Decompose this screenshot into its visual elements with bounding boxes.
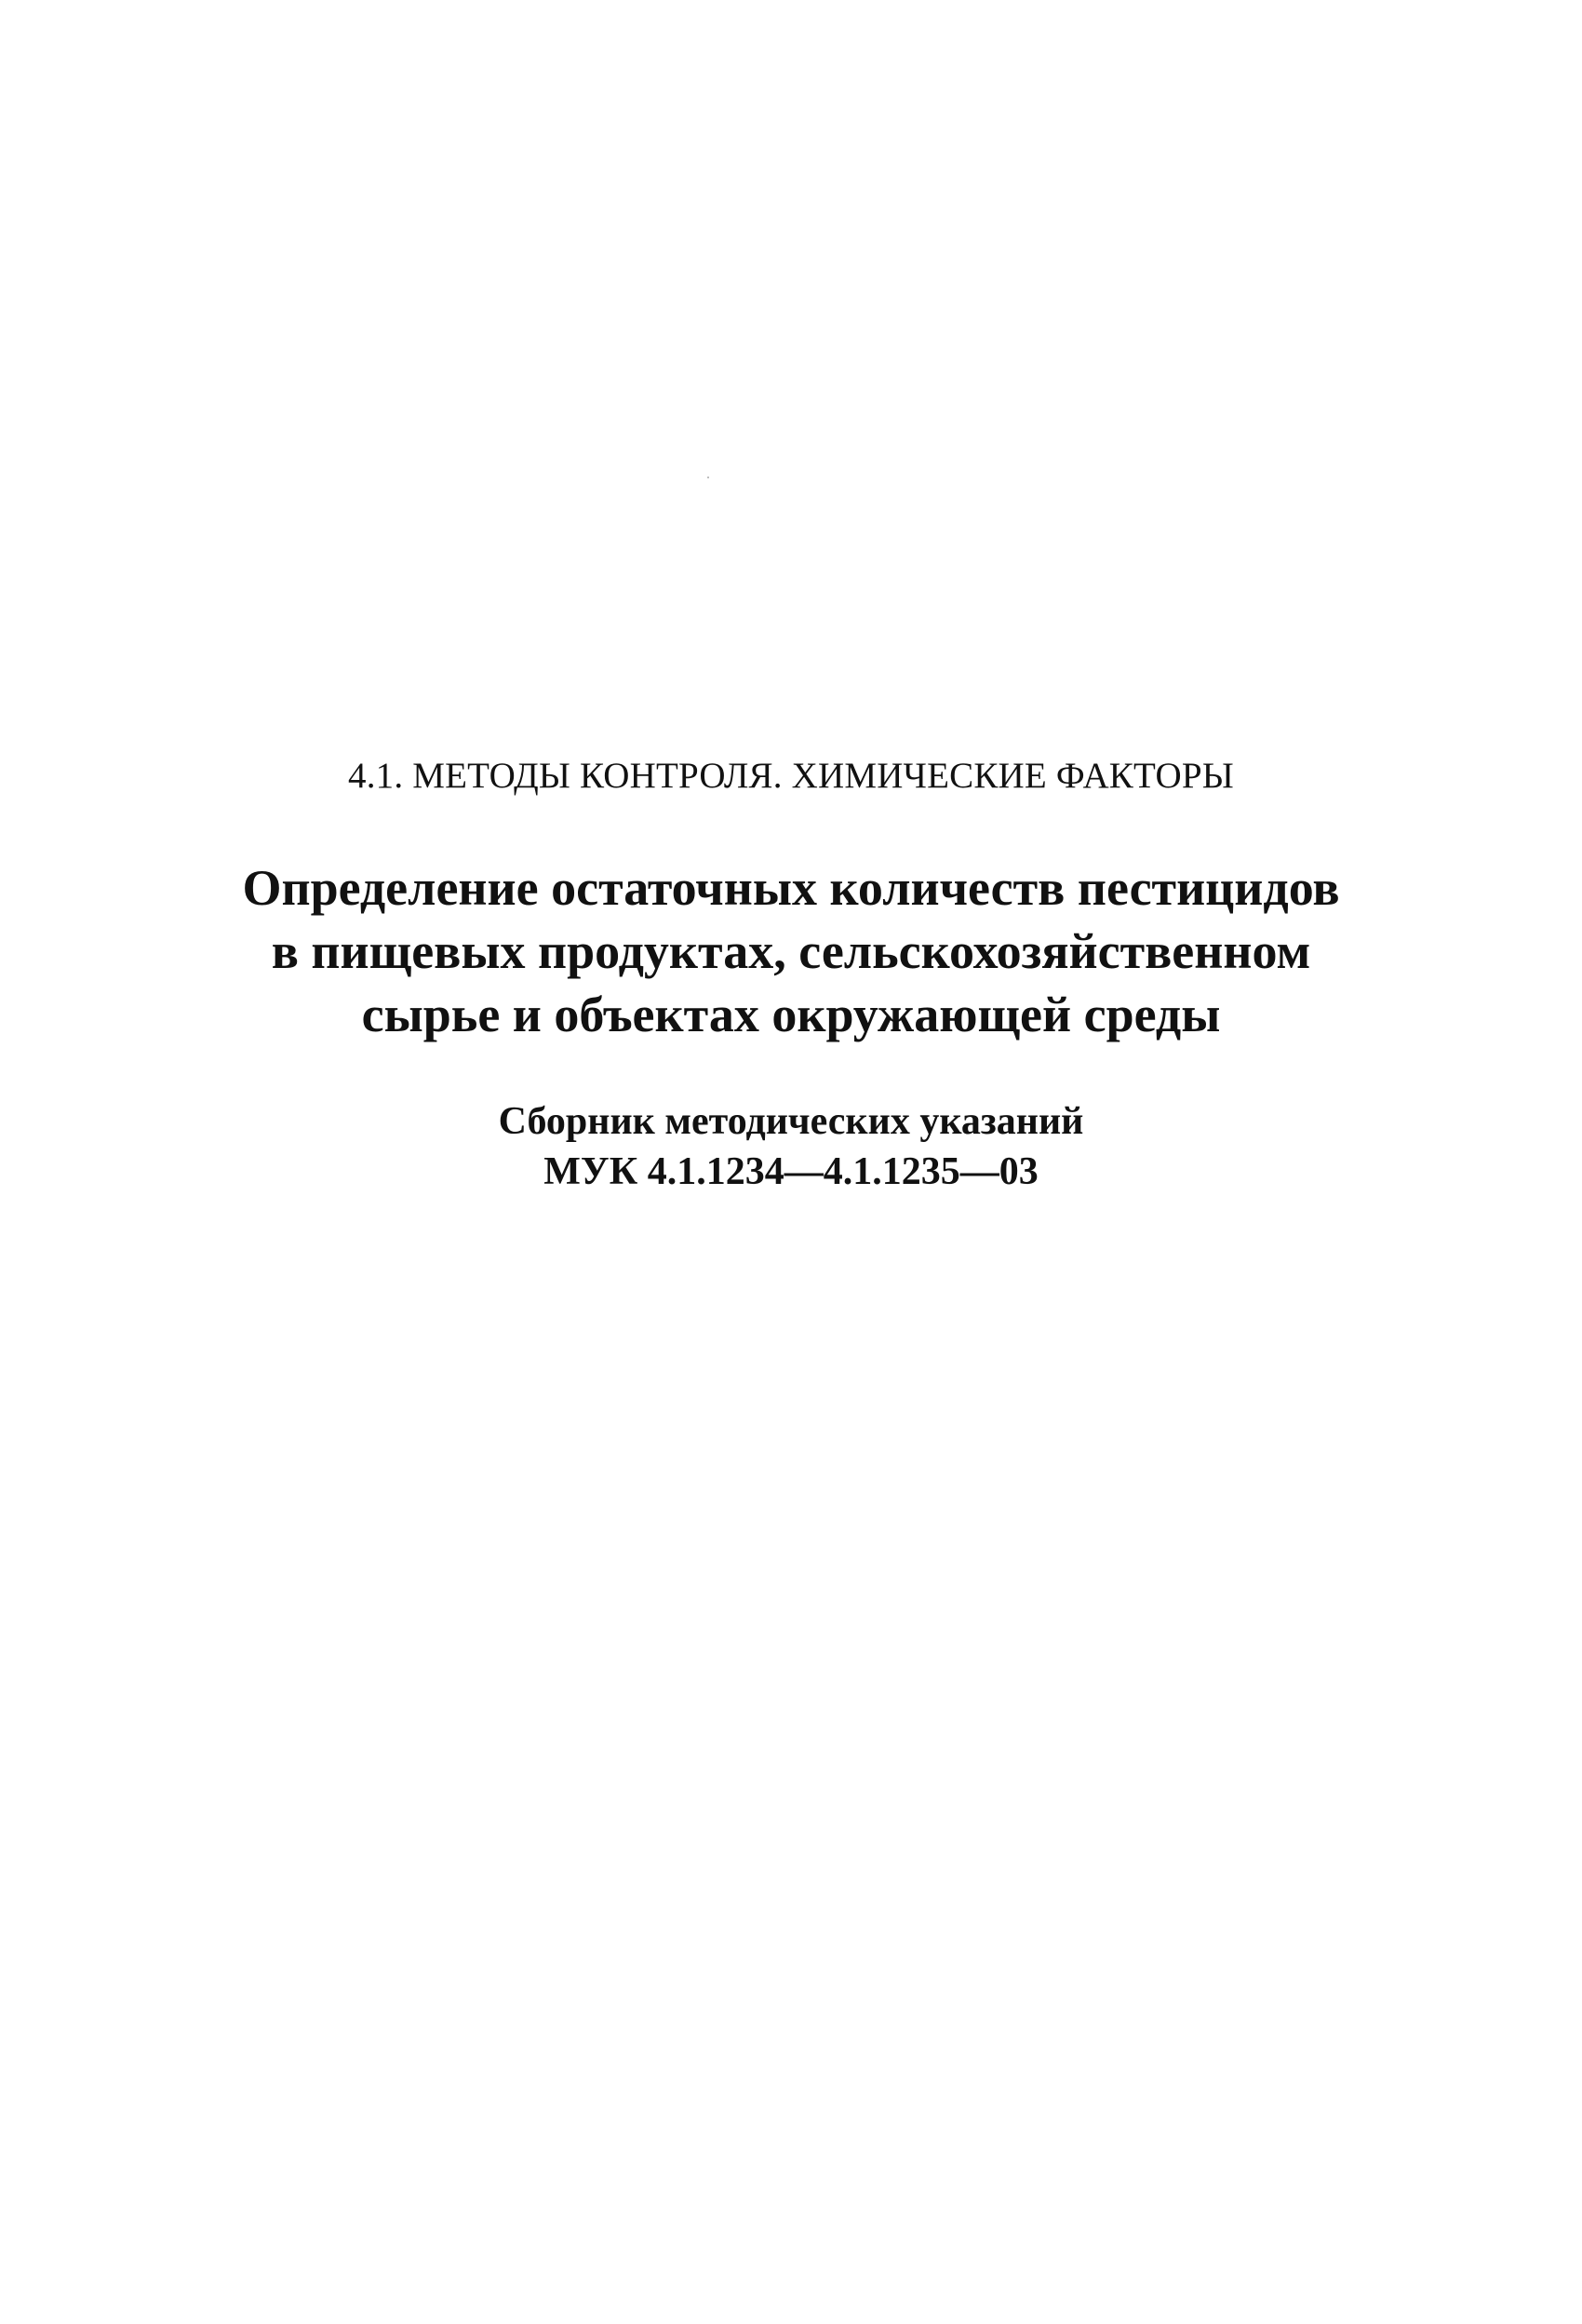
subtitle	[0, 1096, 1582, 1197]
subtitle-collection-line: Сборник методических указаний	[498, 1100, 1084, 1143]
main-title-line-2: в пищевых продуктах, сельскохозяйственном	[271, 923, 1311, 979]
scan-speck	[707, 477, 709, 478]
subtitle-document-code: МУК 4.1.1234—4.1.1235—03	[543, 1150, 1039, 1193]
main-title-line-1: Определение остаточных количеств пестицидов	[242, 860, 1340, 916]
main-title-line-3: сырье и объектах окружающей среды	[361, 987, 1221, 1042]
section-heading: 4.1. МЕТОДЫ КОНТРОЛЯ. ХИМИЧЕСКИЕ ФАКТОРЫ	[348, 756, 1234, 796]
main-title	[0, 856, 1582, 1046]
